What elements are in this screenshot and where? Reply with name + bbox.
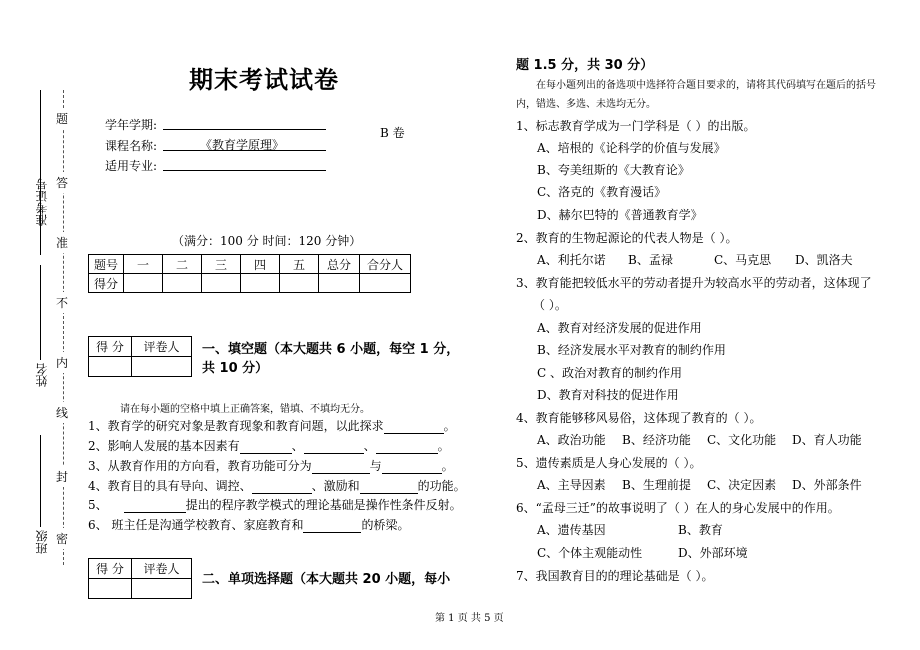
- class-underline: [40, 435, 42, 527]
- section2-instruction-cont: 内，错选、多选、未选均无分。: [516, 99, 656, 110]
- mcq-option[interactable]: C、文化功能: [707, 433, 777, 447]
- question-text: 提出的程序教学模式的理论基础是操作性条件反射。: [185, 498, 462, 512]
- term-field[interactable]: [163, 116, 326, 130]
- question-text: 。: [441, 459, 454, 473]
- seal-char: 准: [56, 232, 68, 253]
- mcq-option[interactable]: A、教育对经济发展的促进作用: [537, 321, 702, 335]
- grader-name-label: 评卷人: [132, 559, 192, 579]
- page-footer: 第 1 页 共 5 页: [435, 613, 504, 624]
- section2-title: 二、单项选择题（本大题共 20 小题，每小: [202, 572, 451, 587]
- question-text: 的桥梁。: [361, 518, 410, 532]
- fill-question-6: [88, 516, 409, 533]
- question-text: 3、从教育作用的方向看，教育功能可分为: [88, 459, 312, 473]
- fill-question-2: [88, 437, 450, 454]
- mcq-option[interactable]: C、马克思: [714, 253, 772, 267]
- score-header: 四: [241, 255, 280, 274]
- question-text: 。: [437, 439, 450, 453]
- fill-question-5: [88, 496, 462, 513]
- course-label: 课程名称:: [105, 139, 158, 153]
- score-header: 五: [280, 255, 319, 274]
- id-number-label: 准考证号: [35, 178, 49, 226]
- mcq-option[interactable]: B、经济功能: [622, 433, 691, 447]
- seal-char: 题: [56, 108, 68, 129]
- exam-meta: （满分：100 分 时间：120 分钟）: [172, 234, 362, 248]
- mcq-6: 6、“孟母三迁”的故事说明了（ ）在人的身心发展中的作用。: [516, 501, 840, 515]
- fill-question-1: [88, 417, 456, 434]
- question-text: 、: [363, 439, 376, 453]
- grader-score-label: 得 分: [89, 337, 132, 357]
- grader-score-cell[interactable]: [89, 579, 132, 599]
- mcq-option[interactable]: B、夸美纽斯的《大教育论》: [537, 163, 690, 177]
- score-cell[interactable]: [202, 274, 241, 293]
- mcq-option[interactable]: A、主导因素: [537, 478, 606, 492]
- grader-name-cell[interactable]: [132, 357, 192, 377]
- id-number-underline: [40, 90, 42, 255]
- term-label: 学年学期:: [105, 118, 158, 132]
- grader-score-cell[interactable]: [89, 357, 132, 377]
- question-text: 5、: [88, 498, 108, 512]
- question-text: 6、 班主任是沟通学校教育、家庭教育和: [88, 518, 304, 532]
- score-cell[interactable]: [163, 274, 202, 293]
- mcq-option[interactable]: B、孟禄: [628, 253, 673, 267]
- grader-name-cell[interactable]: [132, 579, 192, 599]
- seal-char: 答: [56, 172, 68, 193]
- mcq-option[interactable]: D、外部条件: [792, 478, 862, 492]
- question-text: 与: [369, 459, 382, 473]
- section1-title-cont: 共 10 分）: [202, 361, 269, 376]
- mcq-option[interactable]: A、利托尔诺: [537, 253, 606, 267]
- major-field[interactable]: [163, 157, 326, 171]
- score-header: 一: [124, 255, 163, 274]
- section2-instruction: 在每小题列出的备选项中选择符合题目要求的，请将其代码填写在题后的括号: [536, 80, 876, 91]
- answer-blank[interactable]: [304, 440, 364, 454]
- mcq-option[interactable]: C、决定因素: [707, 478, 777, 492]
- fill-question-3: [88, 457, 454, 474]
- score-header: 三: [202, 255, 241, 274]
- mcq-3-cont: （ ）。: [533, 298, 567, 312]
- answer-blank[interactable]: [240, 440, 292, 454]
- score-row-label: 得分: [89, 274, 124, 293]
- answer-blank[interactable]: [376, 440, 438, 454]
- question-text: 。: [443, 419, 456, 433]
- mcq-option[interactable]: B、教育: [678, 523, 723, 537]
- course-value: 《教育学原理》: [200, 138, 285, 152]
- fill-question-4: [88, 477, 466, 494]
- seal-char: 封: [56, 466, 68, 487]
- mcq-5: 5、遗传素质是人身心发展的（ ）。: [516, 456, 702, 470]
- score-cell[interactable]: [241, 274, 280, 293]
- mcq-option[interactable]: C、洛克的《教育漫话》: [537, 185, 667, 199]
- mcq-option[interactable]: A、培根的《论科学的价值与发展》: [537, 141, 726, 155]
- grader-name-label: 评卷人: [132, 337, 192, 357]
- mcq-7: 7、我国教育目的的理论基础是（ ）。: [516, 569, 714, 583]
- mcq-option[interactable]: D、外部环境: [678, 546, 748, 560]
- mcq-option[interactable]: A、政治功能: [537, 433, 606, 447]
- exam-title: 期末考试试卷: [189, 66, 339, 94]
- mcq-option[interactable]: C 、政治对教育的制约作用: [537, 366, 682, 380]
- mcq-option[interactable]: A、遗传基因: [537, 523, 606, 537]
- grader-box-2: [88, 558, 192, 599]
- mcq-2: 2、教育的生物起源论的代表人物是（ ）。: [516, 231, 738, 245]
- mcq-option[interactable]: D、凯洛夫: [795, 253, 853, 267]
- answer-blank[interactable]: [252, 480, 312, 494]
- score-cell[interactable]: [124, 274, 163, 293]
- question-text: 1、教育学的研究对象是教育现象和教育问题，以此探求: [88, 419, 384, 433]
- mcq-3: 3、教育能把较低水平的劳动者提升为较高水平的劳动者，这体现了: [516, 276, 872, 290]
- binding-line: [63, 90, 64, 565]
- question-text: 4、教育目的具有导向、调控、: [88, 479, 252, 493]
- seal-char: 不: [56, 292, 68, 313]
- grader-score-label: 得 分: [89, 559, 132, 579]
- answer-blank[interactable]: [382, 460, 442, 474]
- name-underline: [40, 265, 42, 360]
- mcq-option[interactable]: B、经济发展水平对教育的制约作用: [537, 343, 726, 357]
- mcq-option[interactable]: D、教育对科技的促进作用: [537, 388, 679, 402]
- seal-char: 线: [56, 402, 68, 423]
- answer-blank[interactable]: [303, 519, 361, 533]
- mcq-option[interactable]: D、育人功能: [792, 433, 862, 447]
- answer-blank[interactable]: [312, 460, 370, 474]
- score-header: 题号: [89, 255, 124, 274]
- answer-blank[interactable]: [360, 480, 418, 494]
- seal-char: 密: [56, 528, 68, 549]
- question-text: 、激励和: [311, 479, 360, 493]
- score-header: 总分: [319, 255, 360, 274]
- score-table: [88, 254, 411, 293]
- mcq-1: 1、标志教育学成为一门学科是（ ）的出版。: [516, 119, 756, 133]
- seal-char: 内: [56, 352, 68, 373]
- score-cell[interactable]: [319, 274, 360, 293]
- question-text: 的功能。: [417, 479, 466, 493]
- grader-box-1: [88, 336, 192, 377]
- mcq-4: 4、教育能够移风易俗，这体现了教育的（ ）。: [516, 411, 762, 425]
- answer-blank[interactable]: [384, 420, 444, 434]
- section1-title: 一、填空题（本大题共 6 小题，每空 1 分，: [202, 342, 460, 357]
- score-cell[interactable]: [360, 274, 411, 293]
- mcq-option[interactable]: B、生理前提: [622, 478, 691, 492]
- mcq-option[interactable]: C、个体主观能动性: [537, 546, 643, 560]
- question-text: 、: [291, 439, 304, 453]
- score-header: 二: [163, 255, 202, 274]
- class-label: 班级: [35, 530, 49, 554]
- section1-instruction: 请在每小题的空格中填上正确答案，错填、不填均无分。: [120, 404, 370, 415]
- name-label: 姓名: [35, 363, 49, 387]
- score-header: 合分人: [360, 255, 411, 274]
- answer-blank[interactable]: [124, 499, 186, 513]
- mcq-option[interactable]: D、赫尔巴特的《普通教育学》: [537, 208, 703, 222]
- question-text: 2、影响人发展的基本因素有: [88, 439, 240, 453]
- score-cell[interactable]: [280, 274, 319, 293]
- section2-title-cont: 题 1.5 分，共 30 分）: [516, 58, 654, 73]
- paper-version: B 卷: [380, 126, 405, 140]
- major-label: 适用专业:: [105, 159, 158, 173]
